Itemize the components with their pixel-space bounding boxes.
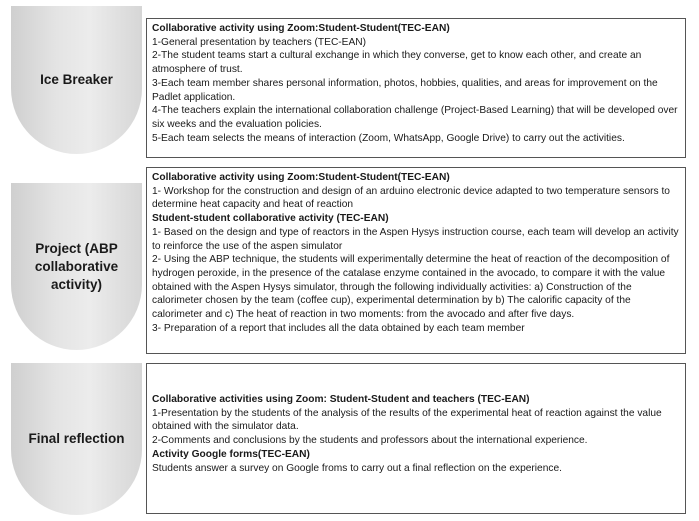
phase-content-box — [146, 363, 686, 514]
phase-label: Final reflection — [28, 431, 125, 446]
content-line: 4-The teachers explain the international collaboration challenge (Project-Based Learning) that will be developed over six weeks and the evaluation policies. — [152, 105, 678, 130]
content-line: 5-Each team selects the means of interaction (Zoom, WhatsApp, Google Drive) to carry out the activities. — [152, 132, 625, 144]
content-line: 1-General presentation by teachers (TEC-EAN) — [152, 36, 367, 48]
content-line: 3-Each team member shares personal information, photos, hobbies, qualities, and areas for improvement on the Padlet application. — [152, 77, 658, 103]
phase-label-shape — [11, 6, 142, 154]
content-line: 1-Presentation by the students of the analysis of the results of the experimental heat of reaction against the value obtained with the simulator data. — [152, 407, 662, 433]
content-line: Students answer a survey on Google froms to carry out a final reflection on the experience. — [152, 462, 562, 474]
phase-content-box — [146, 18, 686, 158]
content-heading: Collaborative activity using Zoom:Student-Student(TEC-EAN) — [152, 172, 450, 183]
phase-label: Ice Breaker — [40, 72, 113, 87]
content-line: 3- Preparation of a report that includes all the data obtained by each team member — [152, 322, 525, 334]
content-line: 2-The student teams start a cultural exchange in which they converse, get to know each other, and create an atmosphere of trust. — [152, 50, 642, 76]
content-line: 2-Comments and conclusions by the students and professors about the international experience. — [152, 435, 588, 447]
content-line: 1- Workshop for the construction and design of an arduino electronic device adapted to two temperature sensors to determine heat capacity and heat of reaction — [152, 185, 670, 211]
phase-label: Project (ABP collaborative activity) — [34, 240, 119, 292]
content-heading: Collaborative activity using Zoom:Student-Student(TEC-EAN) — [152, 23, 450, 34]
content-line: 1- Based on the design and type of reactors in the Aspen Hysys instruction course, each team will develop an activity to reinforce the use of the aspen simulator — [152, 226, 679, 252]
content-heading: Student-student collaborative activity (TEC-EAN) — [152, 213, 389, 225]
content-heading: Collaborative activities using Zoom: Student-Student and teachers (TEC-EAN) — [152, 394, 530, 405]
phase-label-shape — [11, 183, 142, 350]
content-line: 2- Using the ABP technique, the students will experimentally determine the heat of reaction of the decomposition of hydrogen peroxide, in the presence of the catalase enzyme contained in the avocado, to compare it with the value obtained with the Aspen Hysys simulator, through the following individually activities: a) Construction of the calorimeter chosen by the team (coffee cup), experimental determination by b) The calorific capacity of the calorimeter and c) The heat of reaction in two moments: from the avocado and after five days. — [152, 254, 670, 321]
content-heading: Activity Google forms(TEC-EAN) — [152, 448, 310, 460]
phase-label-shape — [11, 363, 142, 515]
phase-content-box — [146, 167, 686, 354]
